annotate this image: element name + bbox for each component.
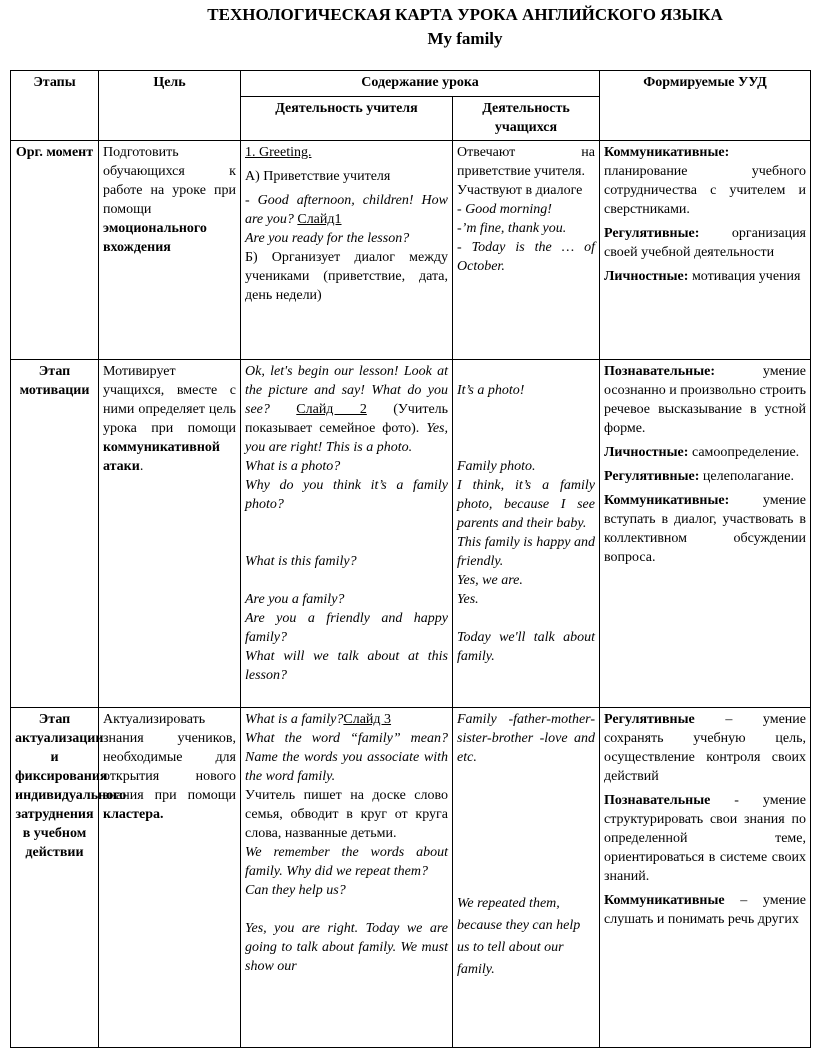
teacher-line: - Good afternoon, children! How are you? Слайд1 — [245, 193, 448, 227]
header-content: Содержание урока — [241, 71, 600, 97]
student-line: Family photo. — [457, 459, 536, 474]
goal-method: эмоционального вхождения — [103, 221, 207, 255]
uud-item: Познавательные: умение осознанно и произвольно строить речевое высказывание в устной форме. — [604, 364, 806, 436]
header-uud: Формируемые УУД — [600, 71, 811, 141]
goal-cell — [99, 708, 241, 1048]
document-subtitle: My family — [427, 29, 503, 48]
student-line: - Today is the … of October. — [457, 240, 595, 274]
teacher-line: What the word “family” mean? Name the words you associate with the word family. — [245, 731, 448, 784]
teacher-line: We remember the words about family. Why did we repeat them? — [245, 845, 448, 879]
student-line: It’s a photo! — [457, 383, 525, 398]
student-line: Family -father-mother-sister-brother -love and etc. — [457, 712, 595, 765]
teacher-line: Учитель пишет на доске слово семья, обводит в круг от круга слова, названные детьми. — [245, 788, 448, 841]
header-stages: Этапы — [11, 71, 99, 141]
uud-item: Регулятивные: целеполагание. — [604, 469, 794, 484]
students-cell — [453, 708, 600, 1048]
teacher-line: What is this family? — [245, 554, 357, 569]
students-cell — [453, 141, 600, 360]
teacher-line: What will we talk about at this lesson? — [245, 649, 448, 683]
student-line: Yes. — [457, 592, 479, 607]
uud-cell — [600, 360, 811, 708]
student-line: - Good morning! — [457, 202, 552, 217]
student-line: I think, it’s a family photo, because I see parents and their baby. — [457, 478, 595, 531]
student-line: We repeated them, because they can help us to tell about our family. — [457, 896, 581, 977]
document-title: ТЕХНОЛОГИЧЕСКАЯ КАРТА УРОКА АНГЛИЙСКОГО ЯЗЫКА — [207, 5, 723, 24]
uud-item: Регулятивные – умение сохранять учебную цель, осуществление контроля своих действий — [604, 712, 807, 784]
student-line: This family is happy and friendly. — [457, 535, 595, 569]
header-goal: Цель — [99, 71, 241, 141]
stage-label: Этап актуализации и фиксирования индивидуального затруднения в учебном действии — [15, 712, 127, 860]
uud-cell — [600, 141, 811, 360]
student-line: -’m fine, thank you. — [457, 221, 567, 236]
student-line: Today we'll talk about family. — [457, 630, 595, 664]
goal-text: Подготовить обучающихся к работе на уроке при помощи — [103, 145, 236, 217]
goal-text: Актуализировать знания учеников, необходимые для открытия нового знания при помощи — [103, 712, 236, 803]
teacher-line: Why do you think it’s a family photo? — [245, 478, 448, 512]
uud-item: Личностные: самоопределение. — [604, 445, 800, 460]
stage-label: Орг. момент — [15, 145, 94, 160]
teacher-line: Are you a family? — [245, 592, 345, 607]
goal-cell — [99, 141, 241, 360]
stage-cell — [11, 708, 127, 1048]
student-line: Отвечают на приветствие учителя. — [457, 145, 595, 179]
uud-item: Коммуникативные – умение слушать и понимать речь других — [604, 893, 807, 927]
uud-item: Познавательные - умение структурировать свои знания по определенной теме, ориентироваться в системе своих знаний. — [604, 793, 806, 884]
uud-item: Коммуникативные: планирование учебного сотрудничества с учителем и сверстниками. — [604, 145, 806, 217]
teacher-line: What is a family?Слайд 3 — [245, 712, 392, 727]
teacher-line: Can they help us? — [245, 883, 346, 898]
teacher-line: Ok, let's begin our lesson! Look at the picture and say! What do you see? Слайд 2 (Учитель показывает семейное фото). Yes, you are right! This is a photo. — [245, 364, 449, 455]
slide-ref: Слайд 3 — [343, 712, 392, 727]
uud-item: Личностные: мотивация учения — [604, 269, 801, 284]
stage-label: Этап мотивации — [19, 364, 90, 398]
student-line: Yes, we are. — [457, 573, 523, 588]
teacher-line: Yes, you are right. Today we are going to talk about family. We must show our — [245, 921, 448, 974]
teacher-line: Are you ready for the lesson? — [245, 231, 410, 246]
greeting-heading: 1. Greeting. — [245, 145, 312, 160]
header-row — [11, 71, 811, 97]
slide-ref: Слайд 2 — [296, 402, 367, 417]
teacher-cell — [241, 360, 453, 708]
students-cell — [453, 360, 600, 708]
goal-cell: Мотивирует учащихся, вместе с ними определяет цель урока при помощи коммуникативной атаки. — [99, 360, 241, 708]
goal-method: кластера. — [103, 807, 164, 822]
goal-text: Мотивирует учащихся, вместе с ними определяет цель урока при помощи — [103, 364, 236, 436]
slide-ref: Слайд1 — [297, 212, 342, 227]
uud-cell — [600, 708, 811, 1048]
student-line: Участвуют в диалоге — [457, 183, 583, 198]
goal-method: коммуникативной атаки — [103, 440, 220, 474]
teacher-line: Б) Организует диалог между учениками (приветствие, дата, день недели) — [245, 250, 448, 303]
teacher-line: What is a photo? — [245, 459, 341, 474]
table-row — [11, 141, 811, 360]
stage-cell — [11, 141, 99, 360]
uud-item: Коммуникативные: умение вступать в диалог, участвовать в коллективном обсуждении вопроса. — [604, 493, 806, 565]
teacher-cell — [241, 708, 453, 1048]
lesson-plan-table — [10, 70, 811, 1048]
teacher-line: А) Приветствие учителя — [245, 169, 391, 184]
header-students: Деятельность учащихся — [453, 97, 600, 141]
header-teacher: Деятельность учителя — [241, 97, 453, 141]
stage-cell — [11, 360, 99, 708]
teacher-line: Are you a friendly and happy family? — [245, 611, 448, 645]
table-row — [11, 360, 811, 708]
table-row — [11, 708, 811, 1048]
teacher-cell — [241, 141, 453, 360]
uud-item: Регулятивные: организация своей учебной деятельности — [604, 226, 806, 260]
